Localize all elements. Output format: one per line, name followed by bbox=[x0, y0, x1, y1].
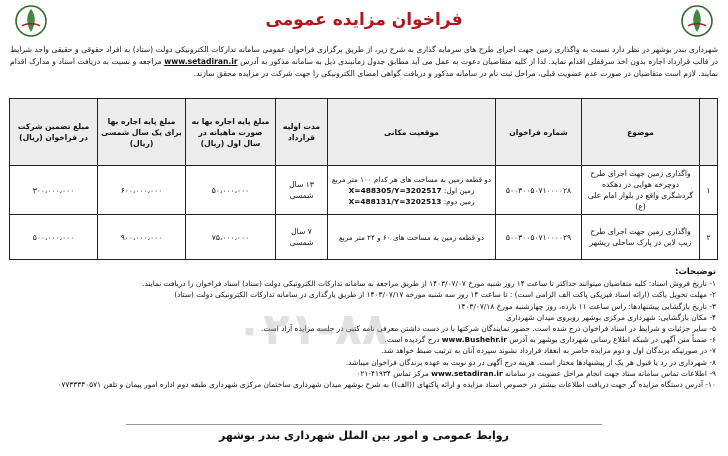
page-title: فراخوان مزایده عمومی bbox=[265, 10, 463, 30]
row-call-number: ۵۰۰۳۰۰۵۰۷۱۰۰۰۰۲۹ bbox=[496, 215, 582, 260]
note-item: ۸- شهرداری در رد یا قبول هر یک از پیشنهادها مختار است. هزینه درج آگهی در دو نوبت به عهده برندگان فراخوان میباشد. bbox=[345, 357, 716, 367]
intro-text-after: مراجعه و نسبت به دریافت اسناد و مدارک اقدام نمایند. لازم است متقاضیان در صورت عدم عضویت قبلی، مراحل ثبت نام در سامانه مذکور و دریافت گواهی امضای الکترونیکی را جهت شرکت در مزایده محقق سازند. bbox=[10, 57, 718, 78]
row-monthly-rent: ۷۵،۰۰۰،۰۰۰ bbox=[186, 215, 276, 260]
header-duration: مدت اولیه قرارداد bbox=[276, 99, 328, 166]
municipality-emblem-icon bbox=[14, 4, 48, 38]
note-item: ۷- در صورتیکه برندگان اول و دوم مزایده حاضر به انعقاد قرارداد نشوند سپرده آنان به ترتیب ضبط خواهد شد. bbox=[380, 346, 716, 356]
row-call-number: ۵۰۰۳۰۰۵۰۷۱۰۰۰۰۲۸ bbox=[496, 166, 582, 215]
note-text: درج گردیده است. bbox=[384, 335, 440, 345]
header-num bbox=[700, 99, 718, 166]
note-text: ۹- اطلاعات تماس سامانه ستاد جهت انجام مراحل عضویت در سامانه bbox=[504, 368, 716, 378]
note-item: ۱- تاریخ فروش اسناد: کلیه متقاضیان میتوانند حداکثر تا ساعت ۱۴ روز شنبه مورخ ۱۴۰۳/۰۷/۰۷ از طریق مراجعه به سامانه تدارکات الکترونیکی دولت (ستاد) اسناد فراخوان را دریافت نمایند. bbox=[142, 279, 716, 289]
row-location: دو قطعه زمین به مساحت های ۶۰ و ۲۴ متر مربع bbox=[328, 215, 496, 260]
land1-label: زمین اول: bbox=[443, 185, 475, 195]
header-annual-rent: مبلغ پایه اجاره بها برای یک سال شمسی (ریال) bbox=[98, 99, 186, 166]
note-text: مرکز تماس ۴۱۹۳۴-۰۲۱ bbox=[356, 368, 429, 378]
header-deposit: مبلغ تضمین شرکت در فراخوان (ریال) bbox=[10, 99, 98, 166]
land2-label: زمین دوم: bbox=[443, 196, 475, 206]
table-header-row bbox=[10, 99, 718, 166]
land1-coordinates: X=488305/Y=3202517 bbox=[348, 185, 442, 195]
row-annual-rent: ۹۰۰،۰۰۰،۰۰۰ bbox=[98, 215, 186, 260]
row-num: ۲ bbox=[700, 215, 718, 260]
row-monthly-rent: ۵۰،۰۰۰،۰۰۰ bbox=[186, 166, 276, 215]
note-item bbox=[12, 368, 716, 379]
table-row bbox=[10, 215, 718, 260]
intro-paragraph bbox=[10, 44, 718, 94]
row-location bbox=[328, 166, 496, 215]
note-item: ۳- تاریخ بازگشایی پیشنهادها: راس ساعت ۱۱ بازده، روز چهارشنبه مورخ ۱۴۰۳/۰۷/۱۸ bbox=[457, 301, 716, 311]
header-subject: موضوع bbox=[582, 99, 700, 166]
note-item: ۴- مکان بازگشایی: شهرداری مرکزی بوشهر روبروی میدان شهرداری bbox=[505, 312, 716, 322]
footer-signature: روابط عمومی و امور بین الملل شهرداری بندر بوشهر bbox=[126, 424, 602, 442]
land2-coordinates: X=488131/Y=3202513 bbox=[348, 196, 442, 206]
notice-page bbox=[6, 4, 722, 452]
setad-website-link[interactable]: www.setadiran.ir bbox=[164, 57, 238, 66]
notes-title: توضیحات: bbox=[675, 266, 716, 276]
tender-table bbox=[9, 98, 718, 260]
row-annual-rent: ۶۰۰،۰۰۰،۰۰۰ bbox=[98, 166, 186, 215]
header bbox=[6, 4, 722, 44]
note-text: ۶- ضمناً متن آگهی در شبکه اطلاع رسانی شهرداری بوشهر به آدرس bbox=[509, 335, 716, 345]
note-item: ۵- سایر جزئیات و شرایط در اسناد فراخوان درج شده است. حضور نمایندگان شرکتها با در دست داشتن معرفی نامه کتبی در جلسه مزایده آزاد است. bbox=[260, 324, 716, 334]
setad-website-link[interactable]: www.setadiran.ir bbox=[431, 368, 503, 378]
note-item: ۱۰- آدرس دستگاه مزایده گر جهت دریافت اطلاعات بیشتر در خصوص اسناد مزایده و ارائه پاکتهای ((الف)) به شرح بوشهر میدان شهرداری ساختمان مرکزی شهرداری طبقه دوم اداره امور پیمان و تلفن ۰۷۷۳۳۳۴۰۵۷۱ bbox=[57, 380, 716, 390]
row-duration: ۱۳ سال شمسی bbox=[276, 166, 328, 215]
table-row bbox=[10, 166, 718, 215]
watermark: ۰۲۱-۸۸ bbox=[236, 304, 389, 355]
row-duration: ۷ سال شمسی bbox=[276, 215, 328, 260]
row-deposit: ۳۰۰،۰۰۰،۰۰۰ bbox=[10, 166, 98, 215]
row-subject: واگذاری زمین جهت اجرای طرح دوچرخه هوایی در دهکده گردشگری واقع در بلوار امام علی (ع) bbox=[582, 166, 700, 215]
header-call-number: شماره فراخوان bbox=[496, 99, 582, 166]
header-monthly-rent: مبلغ پایه اجاره بها به صورت ماهیانه در سال اول (ریال) bbox=[186, 99, 276, 166]
location-text: دو قطعه زمین به مساحت های هر کدام ۱۰۰ متر مربع bbox=[331, 174, 492, 184]
row-subject: واگذاری زمین جهت اجرای طرح زیپ لاین در پارک ساحلی ریشهر bbox=[582, 215, 700, 260]
row-num: ۱ bbox=[700, 166, 718, 215]
row-deposit: ۵۰۰،۰۰۰،۰۰۰ bbox=[10, 215, 98, 260]
note-item: ۲- مهلت تحویل پاکت (ارائه اسناد فیزیکی پاکت الف الزامی است) : تا ساعت ۱۴ روز سه شنبه مورخه ۱۴۰۳/۰۷/۱۷ از طریق بارگذاری در سامانه تدارکات الکترونیکی دولت (ستاد) bbox=[174, 290, 716, 300]
intro-text-before: شهرداری بندر بوشهر در نظر دارد نسبت به واگذاری زمین جهت اجرای طرح های سرمایه گذاری به شرح زیر، از طریق برگزاری فراخوان عمومی سامانه تدارکات الکترونیکی دولت (ستاد) به افراد حقوقی و حقیقی واجد شرایط در قالب قرارداد اجاره بدون اخذ سرقفلی اقدام نماید. لذا از کلیه متقاضیان دعوت به عمل می آید مطابق جدول زمانبندی ذیل به سامانه مذکور به آدرس bbox=[10, 45, 718, 66]
header-location: موقعیت مکانی bbox=[328, 99, 496, 166]
bushehr-website-link[interactable]: www.Bushehr.ir bbox=[441, 335, 507, 345]
